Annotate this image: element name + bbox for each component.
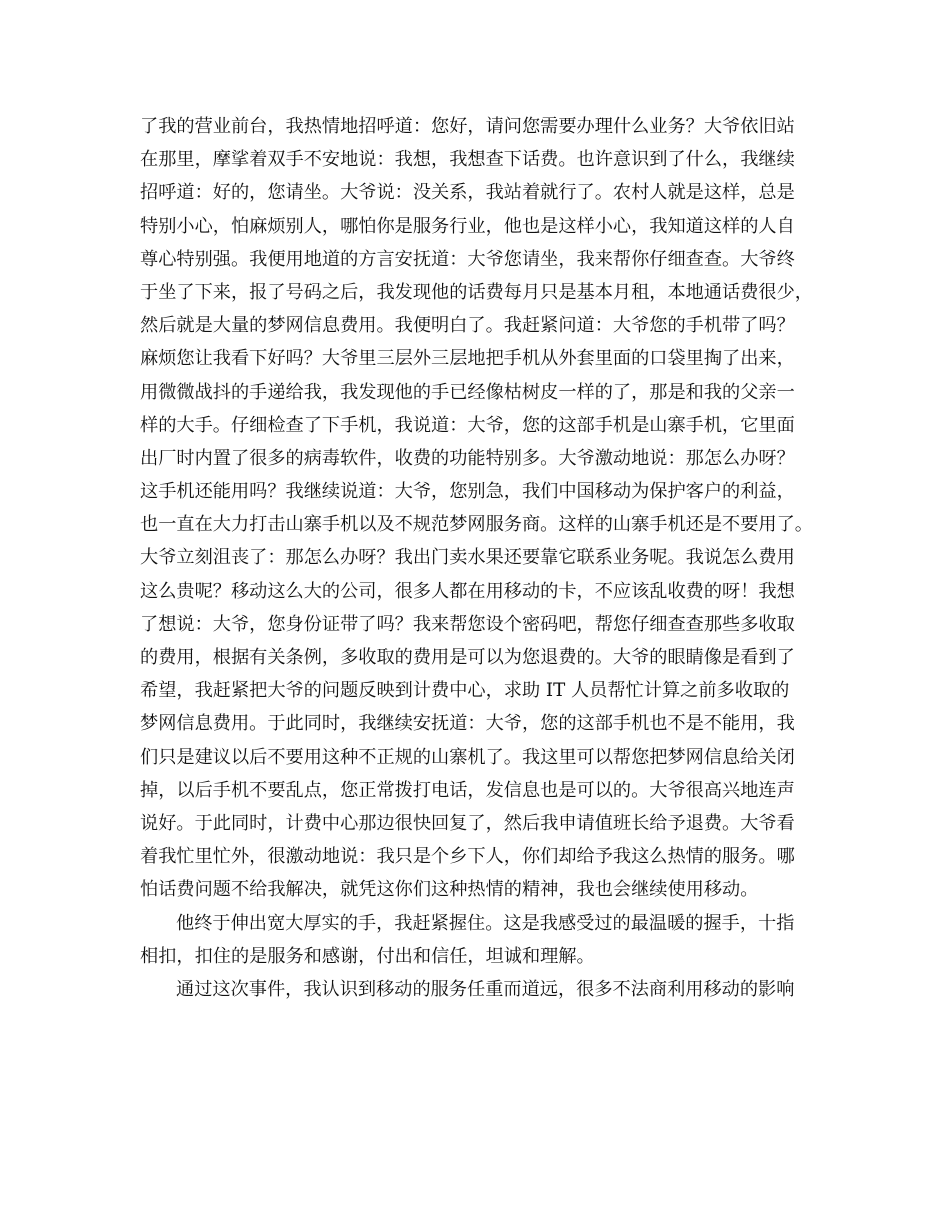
text-line: 特别小心，怕麻烦别人，哪怕你是服务行业，他也是这样小心，我知道这样的人自	[140, 215, 795, 237]
text-line: 的费用，根据有关条例，多收取的费用是可以为您退费的。大爷的眼睛像是看到了	[140, 647, 795, 668]
text-line: 然后就是大量的梦网信息费用。我便明白了。我赶紧问道：大爷您的手机带了吗？	[140, 315, 795, 337]
text-line: 了想说：大爷，您身份证带了吗？我来帮您设个密码吧，帮您仔细查查那些多收取	[140, 613, 795, 635]
text-line: 梦网信息费用。于此同时，我继续安抚道：大爷，您的这部手机也不是不能用，我	[140, 713, 795, 735]
text-line: 相扣，扣住的是服务和感谢，付出和信任，坦诚和理解。	[140, 945, 595, 967]
text-line: 招呼道：好的，您请坐。大爷说：没关系，我站着就行了。农村人就是这样，总是	[140, 182, 795, 204]
text-line: 掉，以后手机不要乱点，您正常拨打电话，发信息也是可以的。大爷很高兴地连声	[140, 779, 795, 801]
body-text	[140, 110, 830, 1006]
text-line: 们只是建议以后不要用这种不正规的山寨机了。我这里可以帮您把梦网信息给关闭	[140, 746, 795, 768]
text-line: 用微微战抖的手递给我，我发现他的手已经像枯树皮一样的了，那是和我的父亲一	[140, 381, 795, 403]
text-line: 这么贵呢？移动这么大的公司，很多人都在用移动的卡，不应该乱收费的呀！我想	[140, 580, 795, 602]
text-line: 着我忙里忙外，很激动地说：我只是个乡下人，你们却给予我这么热情的服务。哪	[140, 846, 795, 868]
text-line: 了我的营业前台，我热情地招呼道：您好，请问您需要办理什么业务？大爷依旧站	[140, 116, 795, 137]
text-line: 在那里，摩挲着双手不安地说：我想，我想查下话费。也许意识到了什么，我继续	[140, 149, 795, 171]
text-line: 样的大手。仔细检查了下手机，我说道：大爷，您的这部手机是山寨手机，它里面	[140, 414, 795, 436]
paragraph-3	[140, 973, 830, 1006]
text-line: 也一直在大力打击山寨手机以及不规范梦网服务商。这样的山寨手机还是不要用了。	[140, 514, 813, 536]
text-line: 希望，我赶紧把大爷的问题反映到计费中心，求助 IT 人员帮忙计算之前多收取的	[140, 680, 790, 702]
text-line: 这手机还能用吗？我继续说道：大爷，您别急，我们中国移动为保护客户的利益，	[140, 481, 795, 503]
text-line: 出厂时内置了很多的病毒软件，收费的功能特别多。大爷激动地说：那怎么办呀？	[140, 447, 795, 469]
text-line: 于坐了下来，报了号码之后，我发现他的话费每月只是基本月租，本地通话费很少，	[140, 281, 813, 303]
paragraph-2	[140, 907, 830, 973]
text-line: 说好。于此同时，计费中心那边很快回复了，然后我申请值班长给予退费。大爷看	[140, 812, 795, 834]
text-line: 大爷立刻沮丧了：那怎么办呀？我出门卖水果还要靠它联系业务呢。我说怎么费用	[140, 547, 795, 569]
text-line: 麻烦您让我看下好吗？大爷里三层外三层地把手机从外套里面的口袋里掏了出来，	[140, 348, 795, 370]
paragraph-1	[140, 110, 830, 907]
text-line: 尊心特别强。我便用地道的方言安抚道：大爷您请坐，我来帮你仔细查查。大爷终	[140, 248, 795, 270]
text-line: 怕话费问题不给我解决，就凭这你们这种热情的精神，我也会继续使用移动。	[140, 879, 759, 901]
text-line: 通过这次事件，我认识到移动的服务任重而道远，很多不法商利用移动的影响	[176, 978, 795, 1000]
text-line: 他终于伸出宽大厚实的手，我赶紧握住。这是我感受过的最温暖的握手，十指	[176, 912, 795, 934]
